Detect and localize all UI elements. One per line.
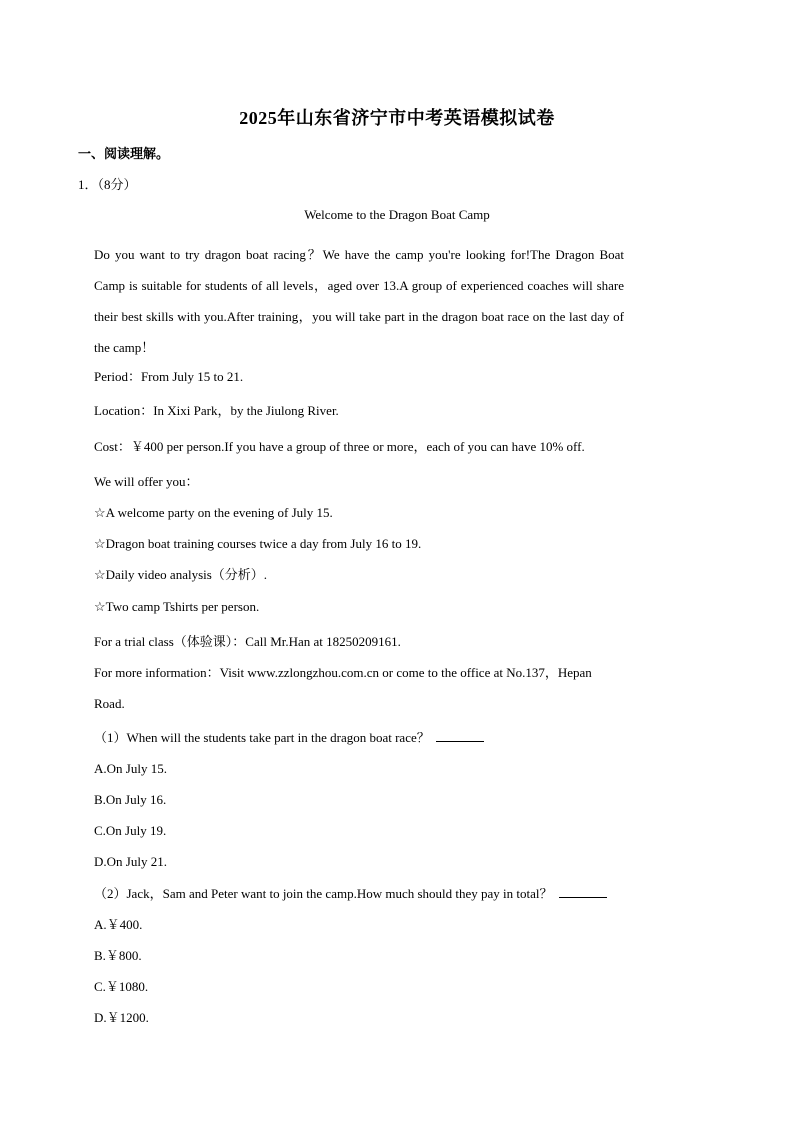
question-stem bbox=[94, 729, 484, 746]
offer-item: ☆Two camp Tshirts per person. bbox=[94, 599, 260, 614]
camp-location: Location：In Xixi Park，by the Jiulong River. bbox=[94, 403, 339, 418]
passage-intro: Do you want to try dragon boat racing？We have the camp you're looking for!The Dragon Boat Camp is suitable for students of all levels，aged over 13.A group of experienced coaches will share their best skills with you.After training，you will take part in the dragon boat race on the last day of the camp！ bbox=[94, 247, 624, 355]
offer-heading: We will offer you： bbox=[94, 474, 199, 489]
exam-title: 2025年山东省济宁市中考英语模拟试卷 bbox=[239, 108, 555, 128]
camp-period: Period：From July 15 to 21. bbox=[94, 369, 244, 384]
passage-title: Welcome to the Dragon Boat Camp bbox=[304, 207, 490, 222]
answer-option: B.￥800. bbox=[94, 948, 142, 963]
answer-blank[interactable] bbox=[559, 885, 607, 898]
question-stem-text: （1）When will the students take part in the dragon boat race？ bbox=[94, 730, 430, 745]
answer-option: C.￥1080. bbox=[94, 979, 149, 994]
camp-cost: Cost：￥400 per person.If you have a group of three or more，each of you can have 10% off. bbox=[94, 439, 585, 454]
more-info-line: Road. bbox=[94, 696, 125, 711]
answer-option: D.On July 21. bbox=[94, 854, 167, 869]
answer-option: A.￥400. bbox=[94, 917, 143, 932]
answer-option: D.￥1200. bbox=[94, 1010, 149, 1025]
answer-option: A.On July 15. bbox=[94, 761, 167, 776]
more-info-line: For more information：Visit www.zzlongzhou.com.cn or come to the office at No.137，Hepan bbox=[94, 665, 592, 680]
offer-item: ☆Dragon boat training courses twice a day from July 16 to 19. bbox=[94, 536, 422, 551]
offer-item: ☆Daily video analysis（分析）. bbox=[94, 567, 268, 582]
trial-class-info: For a trial class（体验课）：Call Mr.Han at 18250209161. bbox=[94, 634, 401, 649]
question-stem bbox=[94, 885, 607, 902]
answer-option: B.On July 16. bbox=[94, 792, 167, 807]
question-stem-text: （2）Jack，Sam and Peter want to join the camp.How much should they pay in total？ bbox=[94, 886, 553, 901]
answer-blank[interactable] bbox=[436, 729, 484, 742]
question-number: 1．（8分） bbox=[78, 177, 137, 192]
answer-option: C.On July 19. bbox=[94, 823, 167, 838]
section-heading: 一、阅读理解。 bbox=[78, 146, 170, 161]
offer-item: ☆A welcome party on the evening of July 15. bbox=[94, 505, 333, 520]
